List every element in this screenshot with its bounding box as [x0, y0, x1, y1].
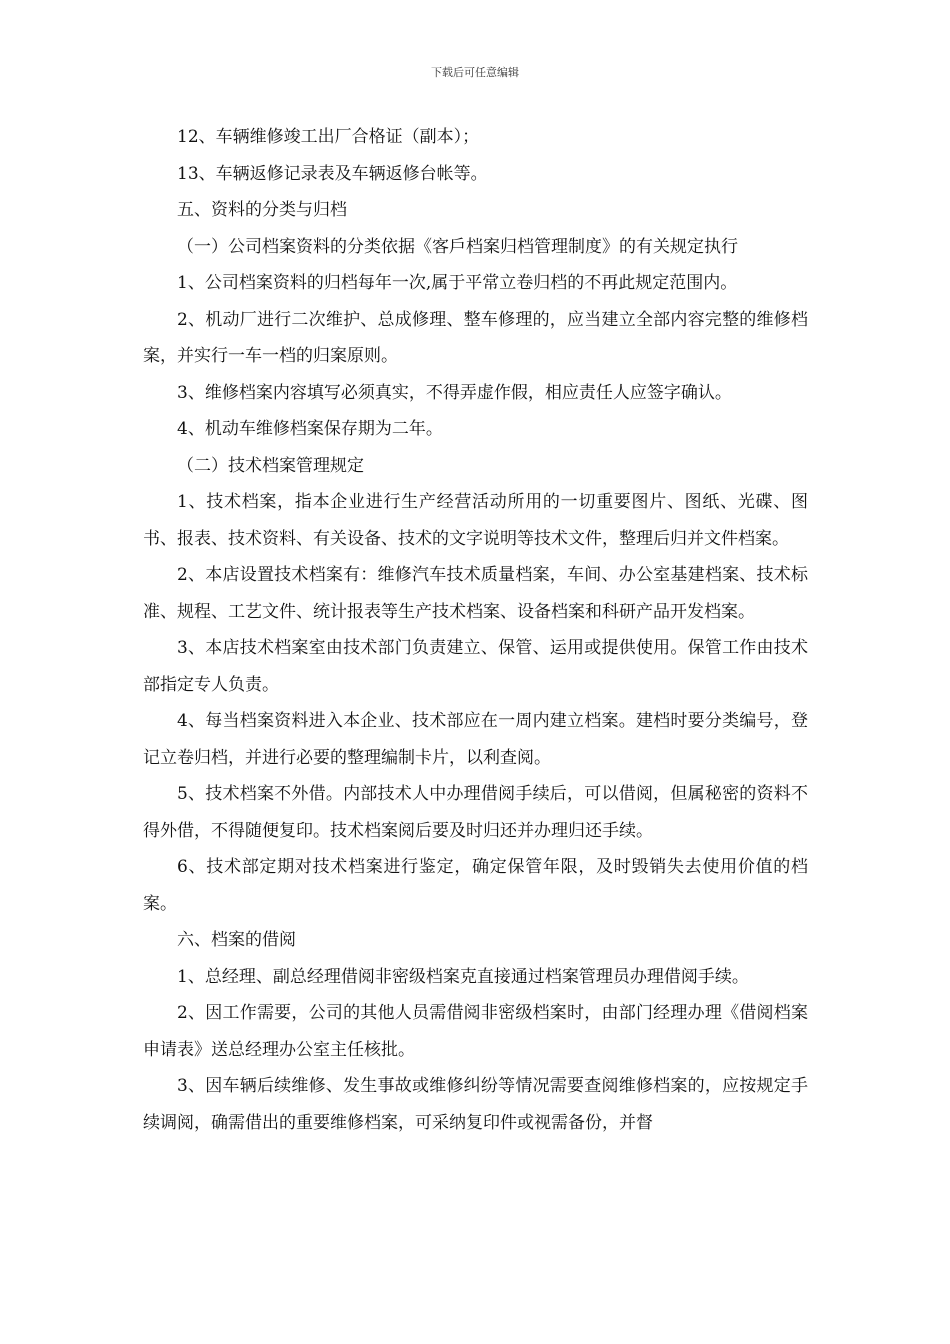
- paragraph: 12、车辆维修竣工出厂合格证（副本）；: [177, 127, 480, 147]
- document-body: [143, 119, 808, 1141]
- paragraph: 5、技术档案不外借。内部技术人中办理借阅手续后，可以借阅，但属秘密的资料不得外借，不得随便复印。技术档案阅后要及时归还并办理归还手续。: [143, 784, 808, 841]
- paragraph: 1、公司档案资料的归档每年一次,属于平常立卷归档的不再此规定范围内。: [177, 273, 738, 293]
- paragraph: 3、维修档案内容填写必须真实，不得弄虚作假，相应责任人应签字确认。: [177, 382, 732, 403]
- section-heading: 六、档案的借阅: [177, 930, 296, 950]
- section-heading: 五、资料的分类与归档: [177, 200, 347, 220]
- subsection-heading: （二）技术档案管理规定: [177, 455, 364, 476]
- paragraph: 3、本店技术档案室由技术部门负责建立、保管、运用或提供使用。保管工作由技术部指定专人负责。: [143, 638, 808, 695]
- paragraph: 4、每当档案资料进入本企业、技术部应在一周内建立档案。建档时要分类编号，登记立卷归档，并进行必要的整理编制卡片，以利查阅。: [143, 711, 808, 768]
- paragraph: 1、技术档案，指本企业进行生产经营活动所用的一切重要图片、图纸、光碟、图书、报表、技术资料、有关设备、技术的文字说明等技术文件，整理后归并文件档案。: [143, 492, 808, 549]
- paragraph: 2、机动厂进行二次维护、总成修理、整车修理的，应当建立全部内容完整的维修档案，并实行一车一档的归案原则。: [143, 309, 808, 366]
- paragraph: 2、因工作需要，公司的其他人员需借阅非密级档案时，由部门经理办理《借阅档案申请表》送总经理办公室主任核批。: [143, 1003, 808, 1060]
- paragraph: 6、技术部定期对技术档案进行鉴定，确定保管年限，及时毁销失去使用价值的档案。: [143, 857, 808, 914]
- paragraph: 3、因车辆后续维修、发生事故或维修纠纷等情况需要查阅维修档案的，应按规定手续调阅，确需借出的重要维修档案，可采纳复印件或视需备份，并督: [143, 1076, 808, 1133]
- paragraph: 4、机动车维修档案保存期为二年。: [177, 419, 443, 439]
- paragraph: 2、本店设置技术档案有：维修汽车技术质量档案，车间、办公室基建档案、技术标准、规程、工艺文件、统计报表等生产技术档案、设备档案和科研产品开发档案。: [143, 565, 808, 622]
- subsection-heading: （一）公司档案资料的分类依据《客戶档案归档管理制度》的有关规定执行: [177, 236, 738, 257]
- page-header: 下载后可任意编辑: [431, 66, 519, 79]
- paragraph: 1、总经理、副总经理借阅非密级档案克直接通过档案管理员办理借阅手续。: [177, 966, 749, 987]
- paragraph: 13、车辆返修记录表及车辆返修台帐等。: [177, 163, 488, 184]
